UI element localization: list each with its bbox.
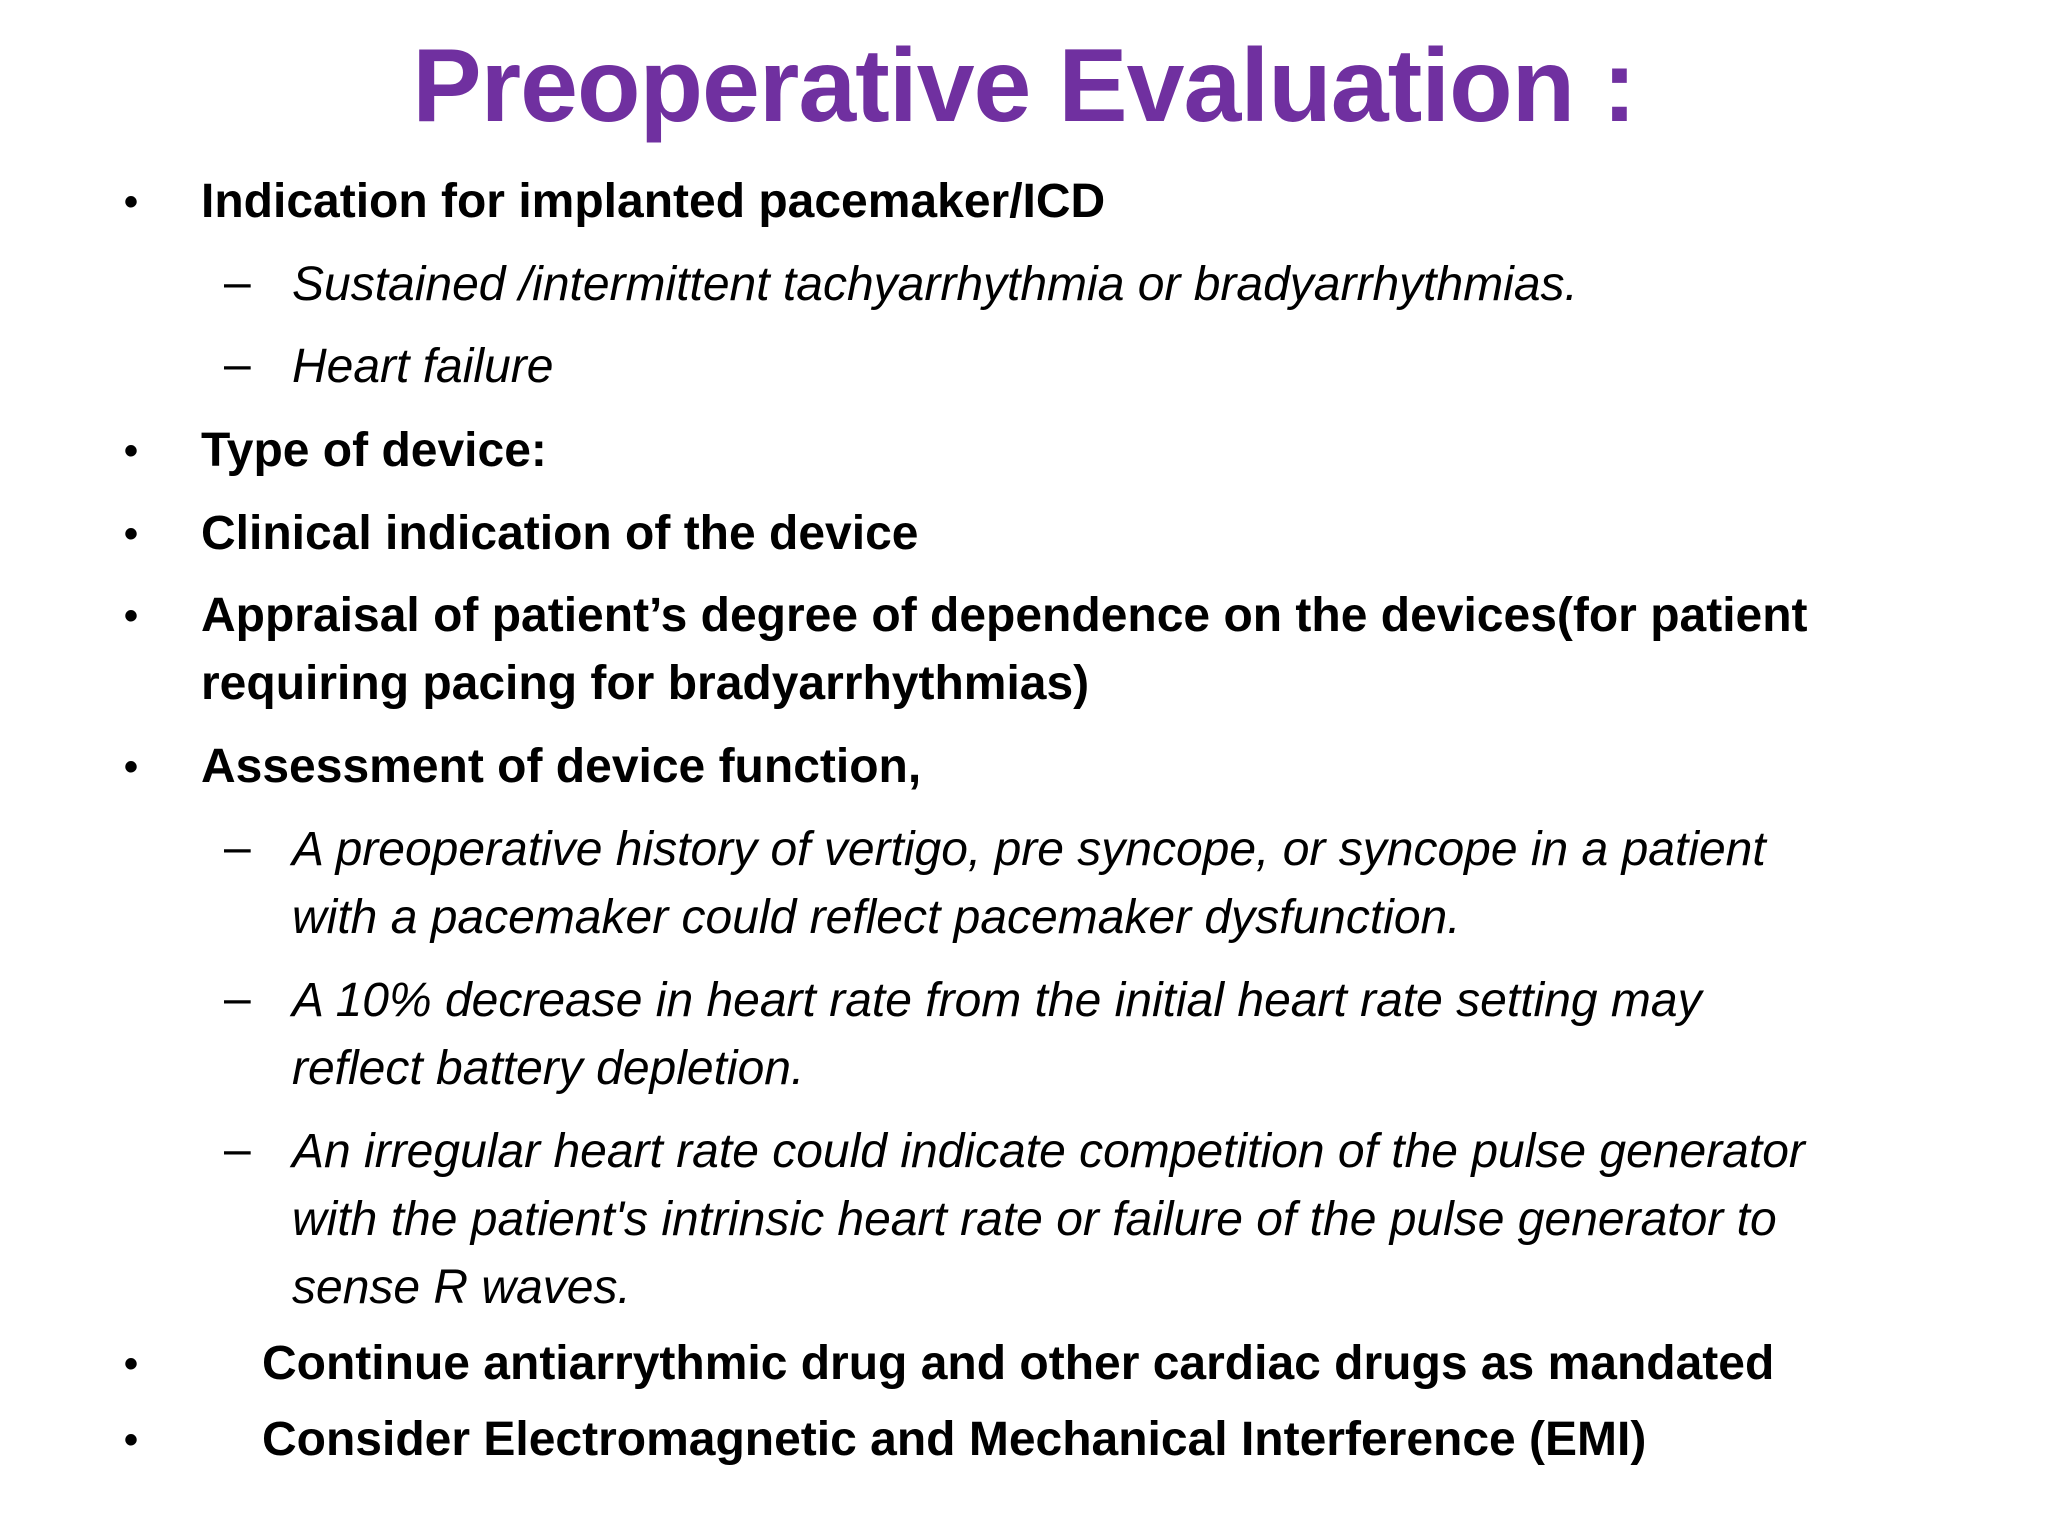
- list-item-text: Continue antiarrythmic drug and other cardiac drugs as mandated: [262, 1337, 1775, 1390]
- bullet-icon: •: [124, 594, 139, 638]
- list-item-text-continued: requiring pacing for bradyarrhythmias): [201, 657, 1090, 710]
- dash-icon: –: [224, 256, 251, 309]
- bullet-icon: •: [124, 180, 139, 224]
- sub-item-text: Sustained /intermittent tachyarrhythmia or bradyarrhythmias.: [292, 258, 1578, 311]
- sub-item-text-continued: with a pacemaker could reflect pacemaker dysfunction.: [292, 891, 1461, 944]
- dash-icon: –: [224, 972, 251, 1025]
- sub-item-text: A 10% decrease in heart rate from the initial heart rate setting may: [292, 974, 1702, 1027]
- dash-icon: –: [224, 821, 251, 874]
- dash-icon: –: [224, 1123, 251, 1176]
- bullet-icon: •: [124, 512, 139, 556]
- list-item-text: Consider Electromagnetic and Mechanical Interference (EMI): [262, 1413, 1647, 1466]
- slide-title: Preoperative Evaluation :: [412, 28, 1636, 144]
- list-item-text: Clinical indication of the device: [201, 507, 919, 560]
- dash-icon: –: [224, 338, 251, 391]
- list-item-text: Indication for implanted pacemaker/ICD: [201, 175, 1106, 228]
- sub-item-text-continued: reflect battery depletion.: [292, 1042, 805, 1095]
- bullet-icon: •: [124, 1342, 139, 1386]
- bullet-icon: •: [124, 429, 139, 473]
- sub-item-text: An irregular heart rate could indicate competition of the pulse generator: [292, 1125, 1805, 1178]
- sub-item-text-continued: sense R waves.: [292, 1261, 631, 1314]
- list-item-text: Type of device:: [201, 424, 547, 477]
- sub-item-text: Heart failure: [292, 340, 554, 393]
- list-item-text: Assessment of device function,: [201, 740, 922, 793]
- bullet-icon: •: [124, 1418, 139, 1462]
- list-item-text: Appraisal of patient’s degree of dependence on the devices(for patient: [201, 589, 1808, 642]
- sub-item-text-continued: with the patient's intrinsic heart rate or failure of the pulse generator to: [292, 1193, 1777, 1246]
- sub-item-text: A preoperative history of vertigo, pre syncope, or syncope in a patient: [292, 823, 1766, 876]
- bullet-icon: •: [124, 745, 139, 789]
